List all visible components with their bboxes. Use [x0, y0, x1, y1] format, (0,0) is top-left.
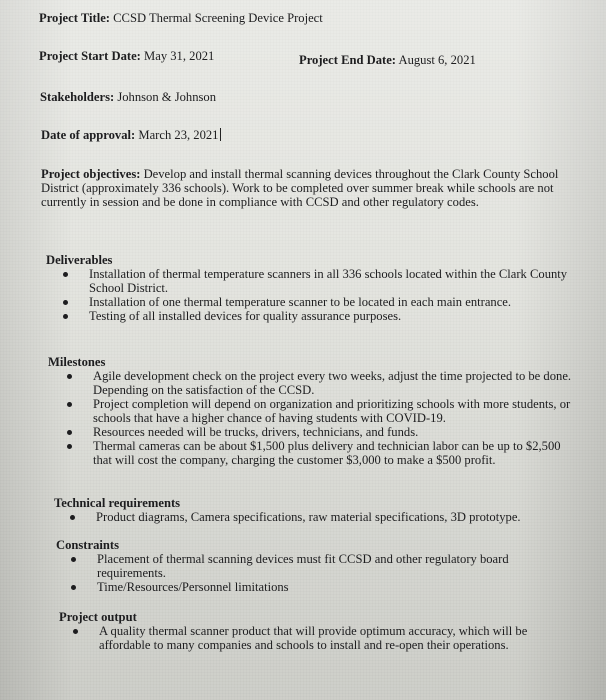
list-item: Testing of all installed devices for quality assurance purposes. [89, 309, 571, 323]
output-heading: Project output [59, 610, 137, 624]
bullet-icon [67, 374, 72, 379]
list-item: Placement of thermal scanning devices must fit CCSD and other regulatory board requirements. [97, 552, 537, 580]
list-item: Installation of one thermal temperature scanner to be located in each main entrance. [89, 295, 571, 309]
bullet-icon [63, 272, 68, 277]
list-item: Installation of thermal temperature scanners in all 336 schools located within the Clark County School District. [89, 267, 571, 295]
approval-value: March 23, 2021 [138, 128, 219, 142]
bullet-icon [70, 515, 75, 520]
deliverables-heading: Deliverables [46, 253, 113, 267]
bullet-icon [67, 444, 72, 449]
bullet-icon [67, 430, 72, 435]
stakeholders-label: Stakeholders: [40, 90, 115, 104]
stakeholders-row [40, 90, 216, 104]
approval-label: Date of approval: [41, 128, 136, 142]
bullet-icon [71, 585, 76, 590]
bullet-icon [71, 557, 76, 562]
start-date-row [39, 49, 214, 63]
list-item: Time/Resources/Personnel limitations [97, 580, 537, 594]
bullet-icon [73, 629, 78, 634]
text-cursor [220, 128, 221, 141]
technical-heading: Technical requirements [54, 496, 181, 510]
start-date-label: Project Start Date: [39, 49, 141, 63]
list-item: Agile development check on the project every two weeks, adjust the time projected to be done. Depending on the satisfaction of the CCSD. [93, 369, 578, 397]
bullet-icon [63, 300, 68, 305]
approval-row [41, 128, 221, 142]
bullet-icon [67, 402, 72, 407]
technical-list [96, 510, 566, 524]
list-item: Resources needed will be trucks, drivers, technicians, and funds. [93, 425, 578, 439]
bullet-icon [63, 314, 68, 319]
list-item: Product diagrams, Camera specifications, raw material specifications, 3D prototype. [96, 510, 566, 524]
objectives-value: Develop and install thermal scanning devices throughout the Clark County School District (approximately 336 schools). Work to be completed over summer break while schools are not currently in session and be done in compliance with CCSD and other regulatory codes. [41, 167, 559, 209]
stakeholders-value: Johnson & Johnson [117, 90, 216, 104]
end-date-value: August 6, 2021 [398, 53, 476, 67]
constraints-heading: Constraints [56, 538, 119, 552]
start-date-value: May 31, 2021 [144, 49, 215, 63]
constraints-list [97, 552, 537, 594]
list-item: Project completion will depend on organization and prioritizing schools with more students, or schools that have a higher chance of having students with COVID-19. [93, 397, 578, 425]
end-date-label: Project End Date: [299, 53, 396, 67]
milestones-list [93, 369, 578, 467]
project-title-row [39, 11, 323, 25]
output-list [99, 624, 549, 652]
project-title-value: CCSD Thermal Screening Device Project [113, 11, 323, 25]
deliverables-list [89, 267, 571, 323]
milestones-heading: Milestones [48, 355, 106, 369]
project-title-label: Project Title: [39, 11, 110, 25]
objectives-paragraph [41, 167, 581, 209]
list-item: A quality thermal scanner product that will provide optimum accuracy, which will be affordable to many companies and schools to install and re-open their operations. [99, 624, 549, 652]
end-date-row [299, 53, 476, 67]
list-item: Thermal cameras can be about $1,500 plus delivery and technician labor can be up to $2,500 that will cost the company, charging the customer $3,000 to make a $500 profit. [93, 439, 578, 467]
objectives-label: Project objectives: [41, 167, 141, 181]
